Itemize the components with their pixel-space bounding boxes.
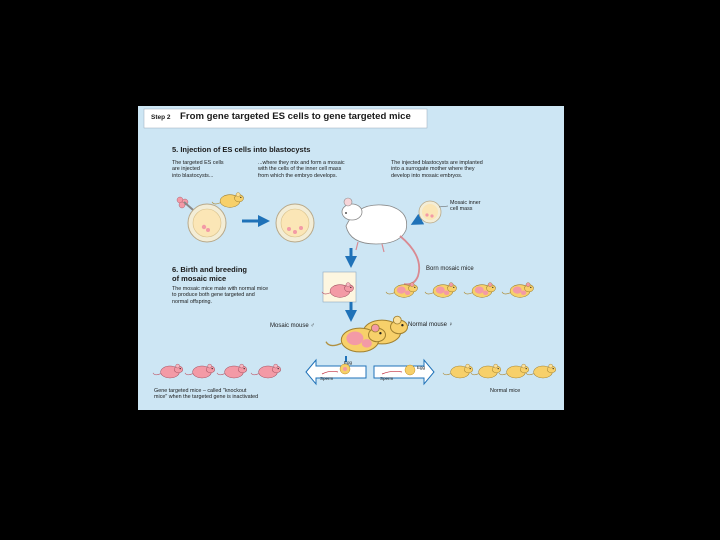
text-line: to produce both gene targeted and — [172, 292, 255, 299]
text-line: of mosaic mice — [172, 274, 227, 283]
breeding-male-mosaic-mouse — [326, 324, 386, 352]
text-line: The injected blastocysts are implanted — [391, 160, 483, 166]
banner-title: From gene targeted ES cells to gene targeted mice — [180, 111, 411, 122]
text-line: are injected — [172, 166, 200, 173]
text-line: 6. Birth and breeding — [172, 265, 248, 274]
fertilization-left-arrow — [306, 360, 366, 384]
inner-mass-pointer — [439, 206, 448, 207]
es-cell-cluster — [177, 197, 188, 208]
text-line: Mosaic inner — [450, 200, 481, 206]
blastocyst-mixed — [276, 204, 314, 242]
text-line: develop into mosaic embryos. — [391, 172, 463, 179]
text-line: from which the embryo develops. — [258, 172, 338, 179]
normal-mouse-label: Normal mouse ♀ — [408, 322, 454, 328]
surrogate-mother-mouse — [342, 198, 419, 284]
knockout-caption — [154, 388, 258, 401]
blastocyst-implanted — [419, 201, 441, 223]
knockout-mouse-4 — [251, 364, 281, 378]
text-line: ...where they mix and form a mosaic — [258, 160, 345, 166]
egg-label-right: Egg — [417, 365, 426, 370]
born-mosaic-mouse-2 — [425, 283, 457, 298]
normal-offspring-mouse-4 — [526, 364, 556, 378]
text-line: normal offspring. — [172, 298, 213, 305]
diagram-slide — [138, 106, 564, 410]
sperm-label-left: Sperm — [320, 376, 334, 381]
text-line: mice" when the targeted gene is inactivated — [154, 394, 259, 401]
donor-mouse-small — [212, 193, 244, 208]
blastocyst-injected — [188, 204, 226, 242]
born-mosaic-mouse-1 — [386, 283, 418, 298]
text-line: cell mass — [450, 206, 473, 213]
normal-mice-caption: Normal mice — [490, 388, 521, 394]
egg-label-left: Egg — [344, 360, 353, 365]
text-line: The targeted ES cells — [172, 160, 224, 166]
text-line: into blastocysts... — [172, 172, 214, 179]
text-line: into a surrogate mother where they — [391, 166, 475, 173]
normal-offspring-mouse-1 — [443, 364, 473, 378]
knockout-mouse-2 — [185, 364, 215, 378]
born-mosaic-label: Born mosaic mice — [426, 266, 474, 272]
inner-cell-mass-label — [450, 200, 481, 213]
section5-heading: 5. Injection of ES cells into blastocysts — [172, 145, 311, 154]
knockout-mouse-1 — [153, 364, 183, 378]
banner-step-label: Step 2 — [151, 114, 171, 121]
text-line: The mosaic mice mate with normal mice — [172, 286, 269, 292]
section6-heading — [172, 265, 247, 283]
sperm-label-right: Sperm — [380, 376, 394, 381]
section5-col2 — [258, 160, 345, 179]
text-line: with the cells of the inner cell mass — [258, 166, 342, 173]
normal-offspring-mouse-2 — [471, 364, 501, 378]
section5-col3 — [391, 160, 483, 179]
section6-text — [172, 286, 268, 305]
knockout-mouse-3 — [217, 364, 247, 378]
normal-offspring-mouse-3 — [499, 364, 529, 378]
born-mosaic-mouse-4 — [502, 283, 534, 298]
text-line: Gene targeted mice – called "knockout — [154, 388, 247, 394]
born-mosaic-mouse-3 — [464, 283, 496, 298]
mosaic-mouse-label: Mosaic mouse ♂ — [270, 323, 315, 329]
section5-col1 — [172, 160, 224, 179]
